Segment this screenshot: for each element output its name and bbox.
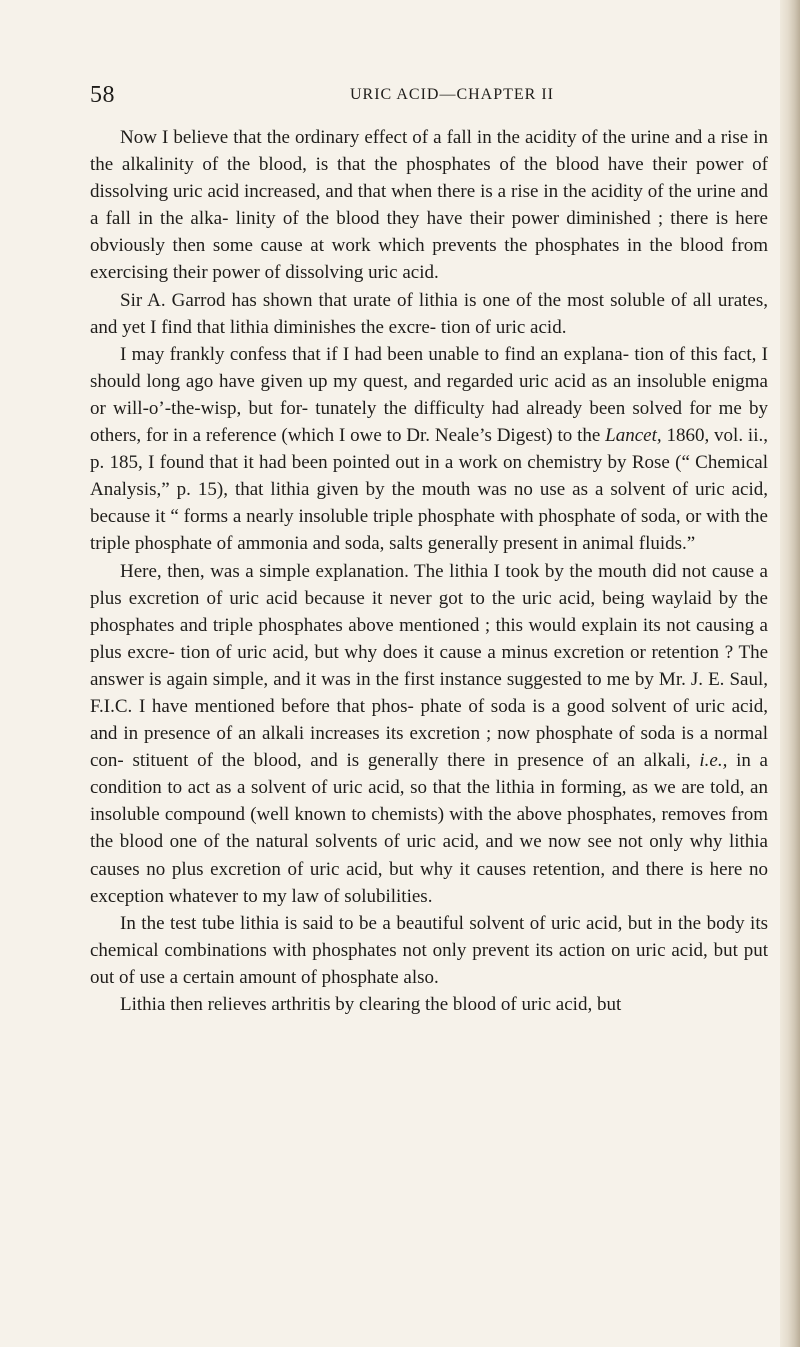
page-edge: [780, 0, 800, 1347]
running-head: URIC ACID—CHAPTER II: [350, 86, 555, 103]
paragraph: Lithia then relieves arthritis by clearing the blood of uric acid, but: [120, 994, 622, 1015]
paragraph: Now I believe that the ordinary effect of a fall in the acidity of the urine and a rise in the alkalinity of the blood, is that the phosphates of the blood have their power of dissolving uric acid increased, and that when there is a rise in the acidity of the urine and a fall in the alka- linity of the blood they have their power diminished ; there is here obviously then some cause at work which prevents the phosphates in the blood from exercising their power of dissolving uric acid.: [90, 127, 768, 284]
paragraph-text: 1860, vol. ii., p. 185, I found that it had been pointed out in a work on chemistry by Rose (“ Chemical Analysis,” p. 15), that lithia given by the mouth was no use as a solvent of uric acid, because it “ forms a nearly insoluble triple phosphate with phosphate of soda, or with the triple phosphate of ammonia and soda, salts generally present in animal fluids.”: [90, 425, 768, 555]
paragraph: [90, 341, 768, 558]
paragraph: In the test tube lithia is said to be a beautiful solvent of uric acid, but in the body its chemical combinations with phosphates not only prevent its action on uric acid, but put out of use a certain amount of phosphate also.: [90, 912, 768, 988]
page-number: 58: [90, 82, 115, 108]
body-text: [90, 124, 768, 1018]
paragraph-text: I may frankly confess that if I had been unable to find an explana- tion of this fact, I should long ago have given up my quest, and regarded uric acid as an insoluble enigma or will-o’-the-wisp, but for- tunately the difficulty had already been solved for me by others, for in a reference (which I owe to Dr. Neale’s Digest) to the: [90, 343, 768, 447]
paragraph-text: in a condition to act as a solvent of uric acid, so that the lithia in forming, as we are told, an insoluble compound (well known to chemists) with the above phosphates, removes from the blood one of the natural solvents of uric acid, and we now see not only why lithia causes no plus excretion of uric acid, but why it causes retention, and there is here no exception whatever to my law of solubilities.: [90, 750, 768, 907]
journal-title: Lancet,: [605, 425, 662, 447]
paragraph-text: Here, then, was a simple explanation. The lithia I took by the mouth did not cause a plus excretion of uric acid because it never got to the uric acid, being waylaid by the phosphates and triple phosphates above mentioned ; this would explain its not causing a plus excre- tion of uric acid, but why does it cause a minus excretion or retention ? The answer is again simple, and it was in the first instance suggested to me by Mr. J. E. Saul, F.I.C. I have mentioned before that phos- phate of soda is a good solvent of uric acid, and in presence of an alkali increases its excretion ; now phosphate of soda is a normal con- stituent of the blood, and is generally there in presence of an alkali,: [90, 560, 768, 772]
abbreviation: i.e.,: [699, 750, 728, 772]
paragraph: Sir A. Garrod has shown that urate of lithia is one of the most soluble of all urates, and yet I find that lithia diminishes the excre- tion of uric acid.: [90, 289, 768, 338]
page-header: [90, 82, 780, 112]
paragraph: [90, 558, 768, 910]
